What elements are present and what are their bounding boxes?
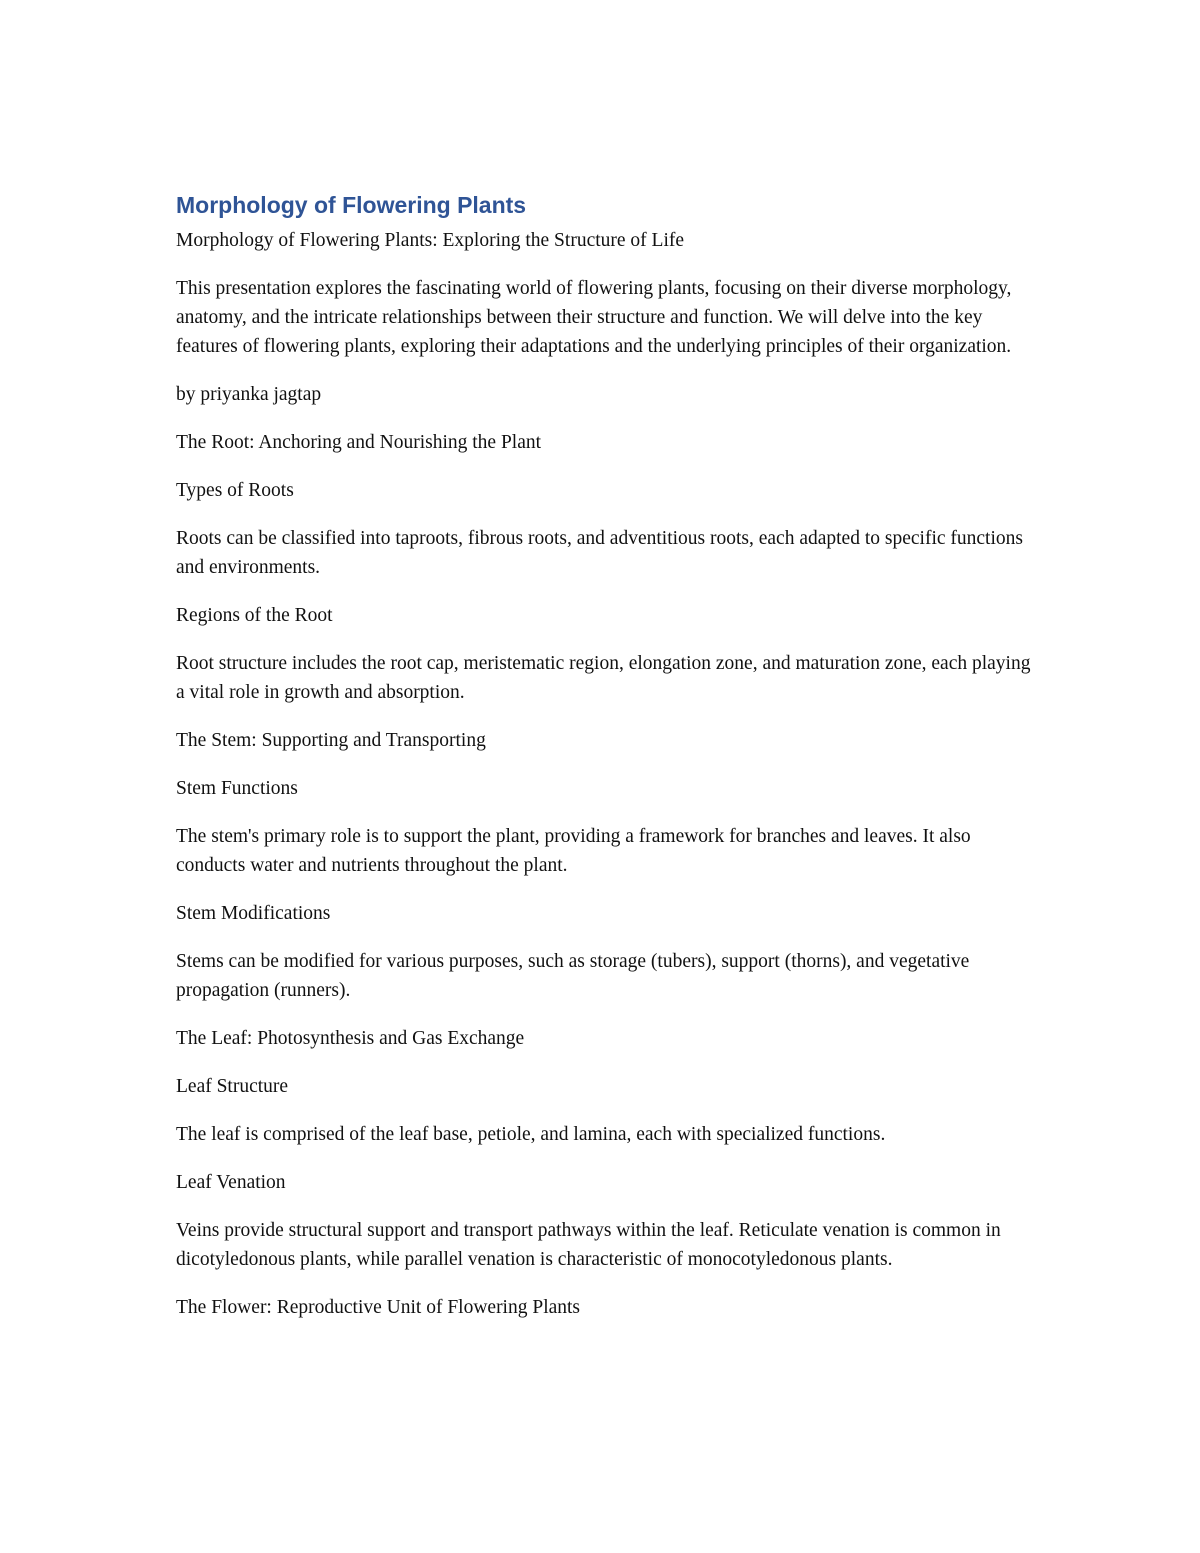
paragraph-stem-functions: The stem's primary role is to support the plant, providing a framework for branches and leaves. It also conducts water and nutrients throughout the plant. [176, 826, 971, 876]
subheading-stem-modifications: Stem Modifications [176, 903, 331, 924]
section-heading-root: The Root: Anchoring and Nourishing the Plant [176, 432, 542, 453]
paragraph-regions-of-root: Root structure includes the root cap, meristematic region, elongation zone, and maturation zone, each playing a vital role in growth and absorption. [176, 653, 1031, 703]
author-line: by priyanka jagtap [176, 384, 322, 405]
subtitle: Morphology of Flowering Plants: Exploring the Structure of Life [176, 230, 685, 251]
section-heading-stem: The Stem: Supporting and Transporting [176, 730, 486, 751]
subheading-leaf-venation: Leaf Venation [176, 1172, 286, 1193]
paragraph-types-of-roots: Roots can be classified into taproots, fibrous roots, and adventitious roots, each adapted to specific functions and environments. [176, 528, 1023, 578]
subheading-types-of-roots: Types of Roots [176, 480, 294, 501]
paragraph-leaf-venation: Veins provide structural support and transport pathways within the leaf. Reticulate venation is common in dicotyledonous plants, while parallel venation is characteristic of monocotyledonous plants. [176, 1220, 1001, 1270]
subheading-leaf-structure: Leaf Structure [176, 1076, 289, 1097]
subheading-regions-of-root: Regions of the Root [176, 605, 333, 626]
paragraph-stem-modifications: Stems can be modified for various purposes, such as storage (tubers), support (thorns), and vegetative propagation (runners). [176, 951, 970, 1001]
subheading-stem-functions: Stem Functions [176, 778, 298, 799]
paragraph-leaf-structure: The leaf is comprised of the leaf base, petiole, and lamina, each with specialized functions. [176, 1124, 886, 1145]
document-title: Morphology of Flowering Plants [176, 192, 527, 218]
document-body [176, 190, 1036, 1341]
section-heading-leaf: The Leaf: Photosynthesis and Gas Exchange [176, 1028, 525, 1049]
section-heading-flower: The Flower: Reproductive Unit of Flowering Plants [176, 1297, 581, 1318]
intro-paragraph: This presentation explores the fascinating world of flowering plants, focusing on their diverse morphology, anatomy, and the intricate relationships between their structure and function. We will delve into the key features of flowering plants, exploring their adaptations and the underlying principles of their organization. [176, 278, 1012, 357]
